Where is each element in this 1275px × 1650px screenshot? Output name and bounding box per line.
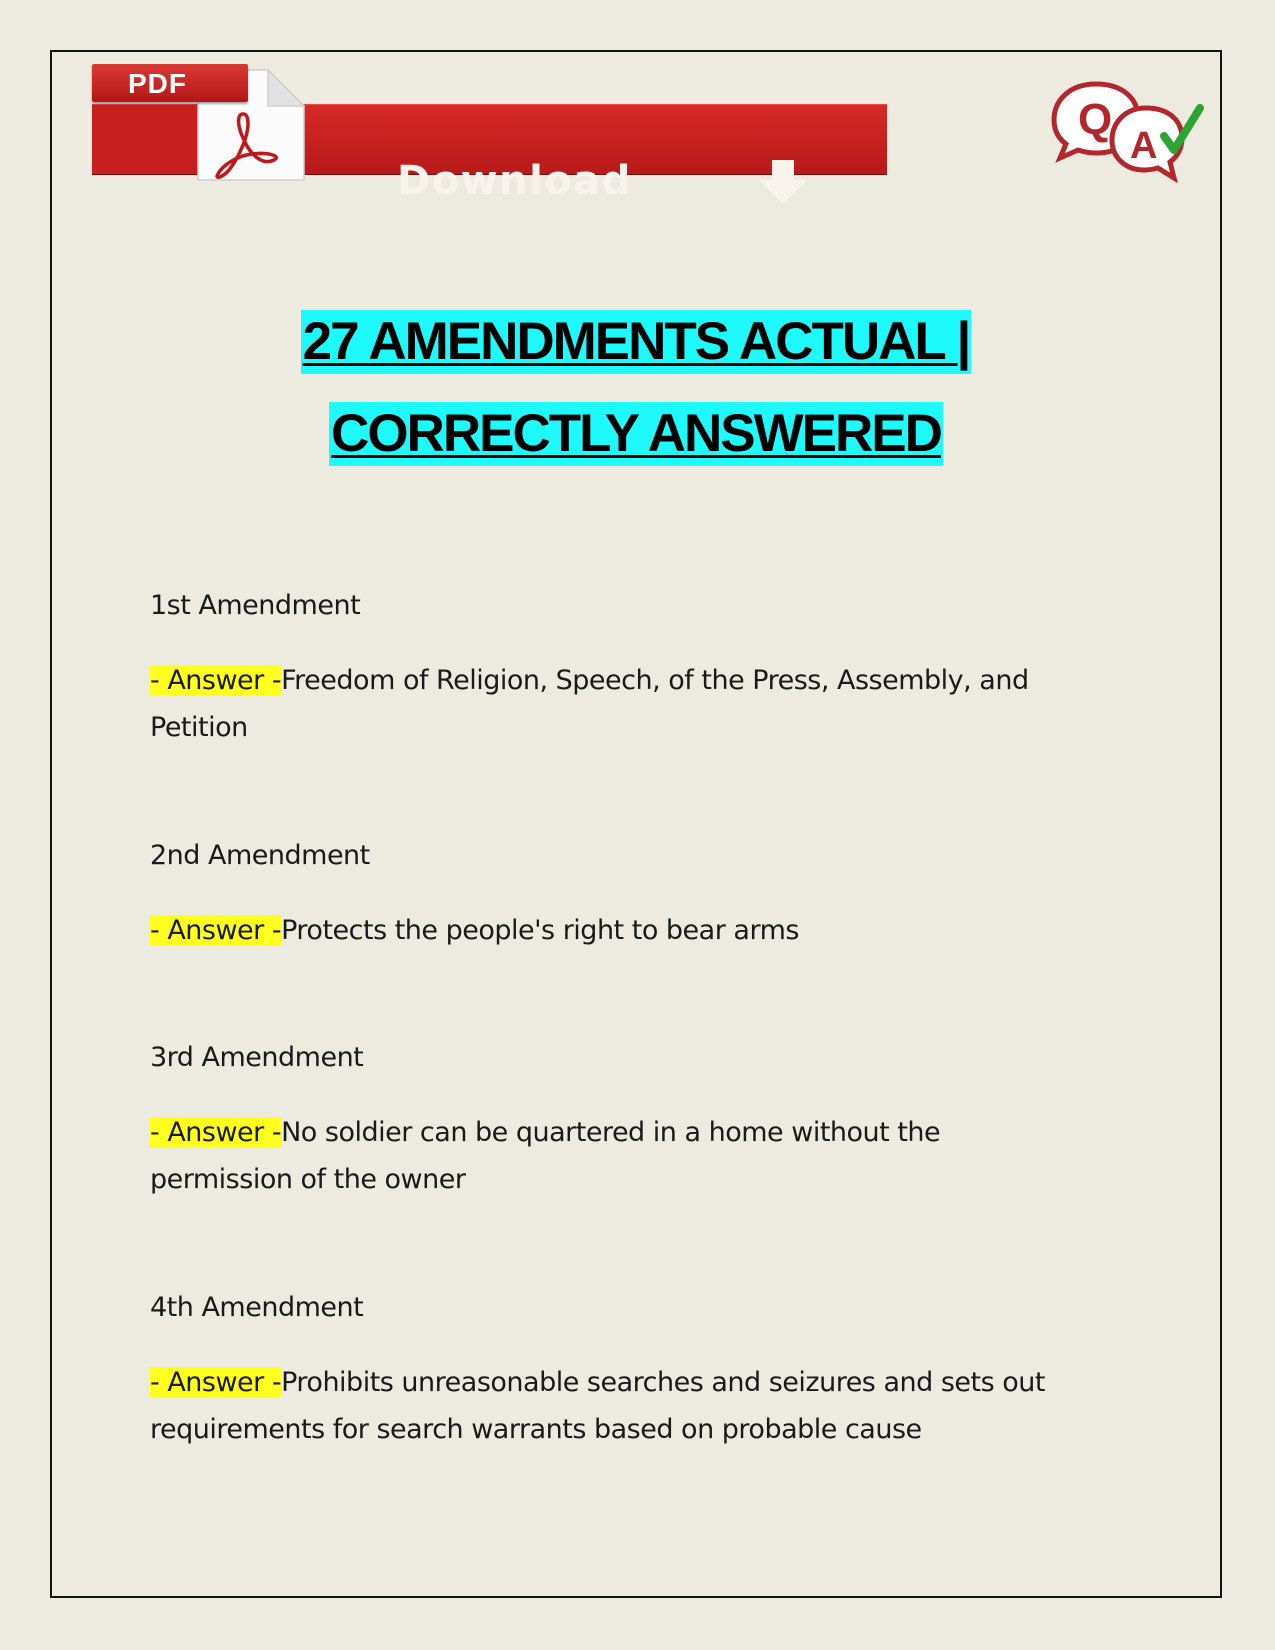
answer-3 <box>150 1109 1100 1203</box>
answer-2 <box>150 907 1100 954</box>
answer-text: No soldier can be quartered in a home without the <box>281 1117 941 1148</box>
question-4: 4th Amendment <box>150 1292 364 1323</box>
qa-item-1 <box>150 590 1100 751</box>
answer-tag: - Answer - <box>150 1117 282 1148</box>
title-line-1: 27 AMENDMENTS ACTUAL | <box>301 310 972 374</box>
pdf-download-banner[interactable] <box>92 60 887 204</box>
answer-text: Prohibits unreasonable searches and seizures and sets out <box>281 1367 1045 1398</box>
qa-logo-icon <box>1040 78 1210 188</box>
logo-a-letter: A <box>1130 125 1158 167</box>
answer-continuation: permission of the owner <box>150 1164 466 1195</box>
answer-1 <box>150 657 1100 751</box>
qa-item-4 <box>150 1292 1100 1453</box>
question-1: 1st Amendment <box>150 590 361 621</box>
qa-item-2 <box>150 840 1100 954</box>
answer-tag: - Answer - <box>150 665 282 696</box>
download-label: Download <box>397 158 632 204</box>
question-2: 2nd Amendment <box>150 840 370 871</box>
answer-continuation: Petition <box>150 712 248 743</box>
document-title <box>50 300 1222 466</box>
answer-tag: - Answer - <box>150 1367 282 1398</box>
qa-item-3 <box>150 1042 1100 1203</box>
pdf-label: PDF <box>128 68 187 99</box>
download-arrow-icon <box>755 158 811 208</box>
answer-text: Protects the people's right to bear arms <box>281 915 799 946</box>
logo-q-letter: Q <box>1078 95 1113 144</box>
pdf-tab <box>92 64 248 102</box>
answer-continuation: requirements for search warrants based on probable cause <box>150 1414 922 1445</box>
question-3: 3rd Amendment <box>150 1042 364 1073</box>
answer-text: Freedom of Religion, Speech, of the Press, Assembly, and <box>281 665 1029 696</box>
title-line-2: CORRECTLY ANSWERED <box>329 402 943 466</box>
answer-tag: - Answer - <box>150 915 282 946</box>
answer-4 <box>150 1359 1100 1453</box>
